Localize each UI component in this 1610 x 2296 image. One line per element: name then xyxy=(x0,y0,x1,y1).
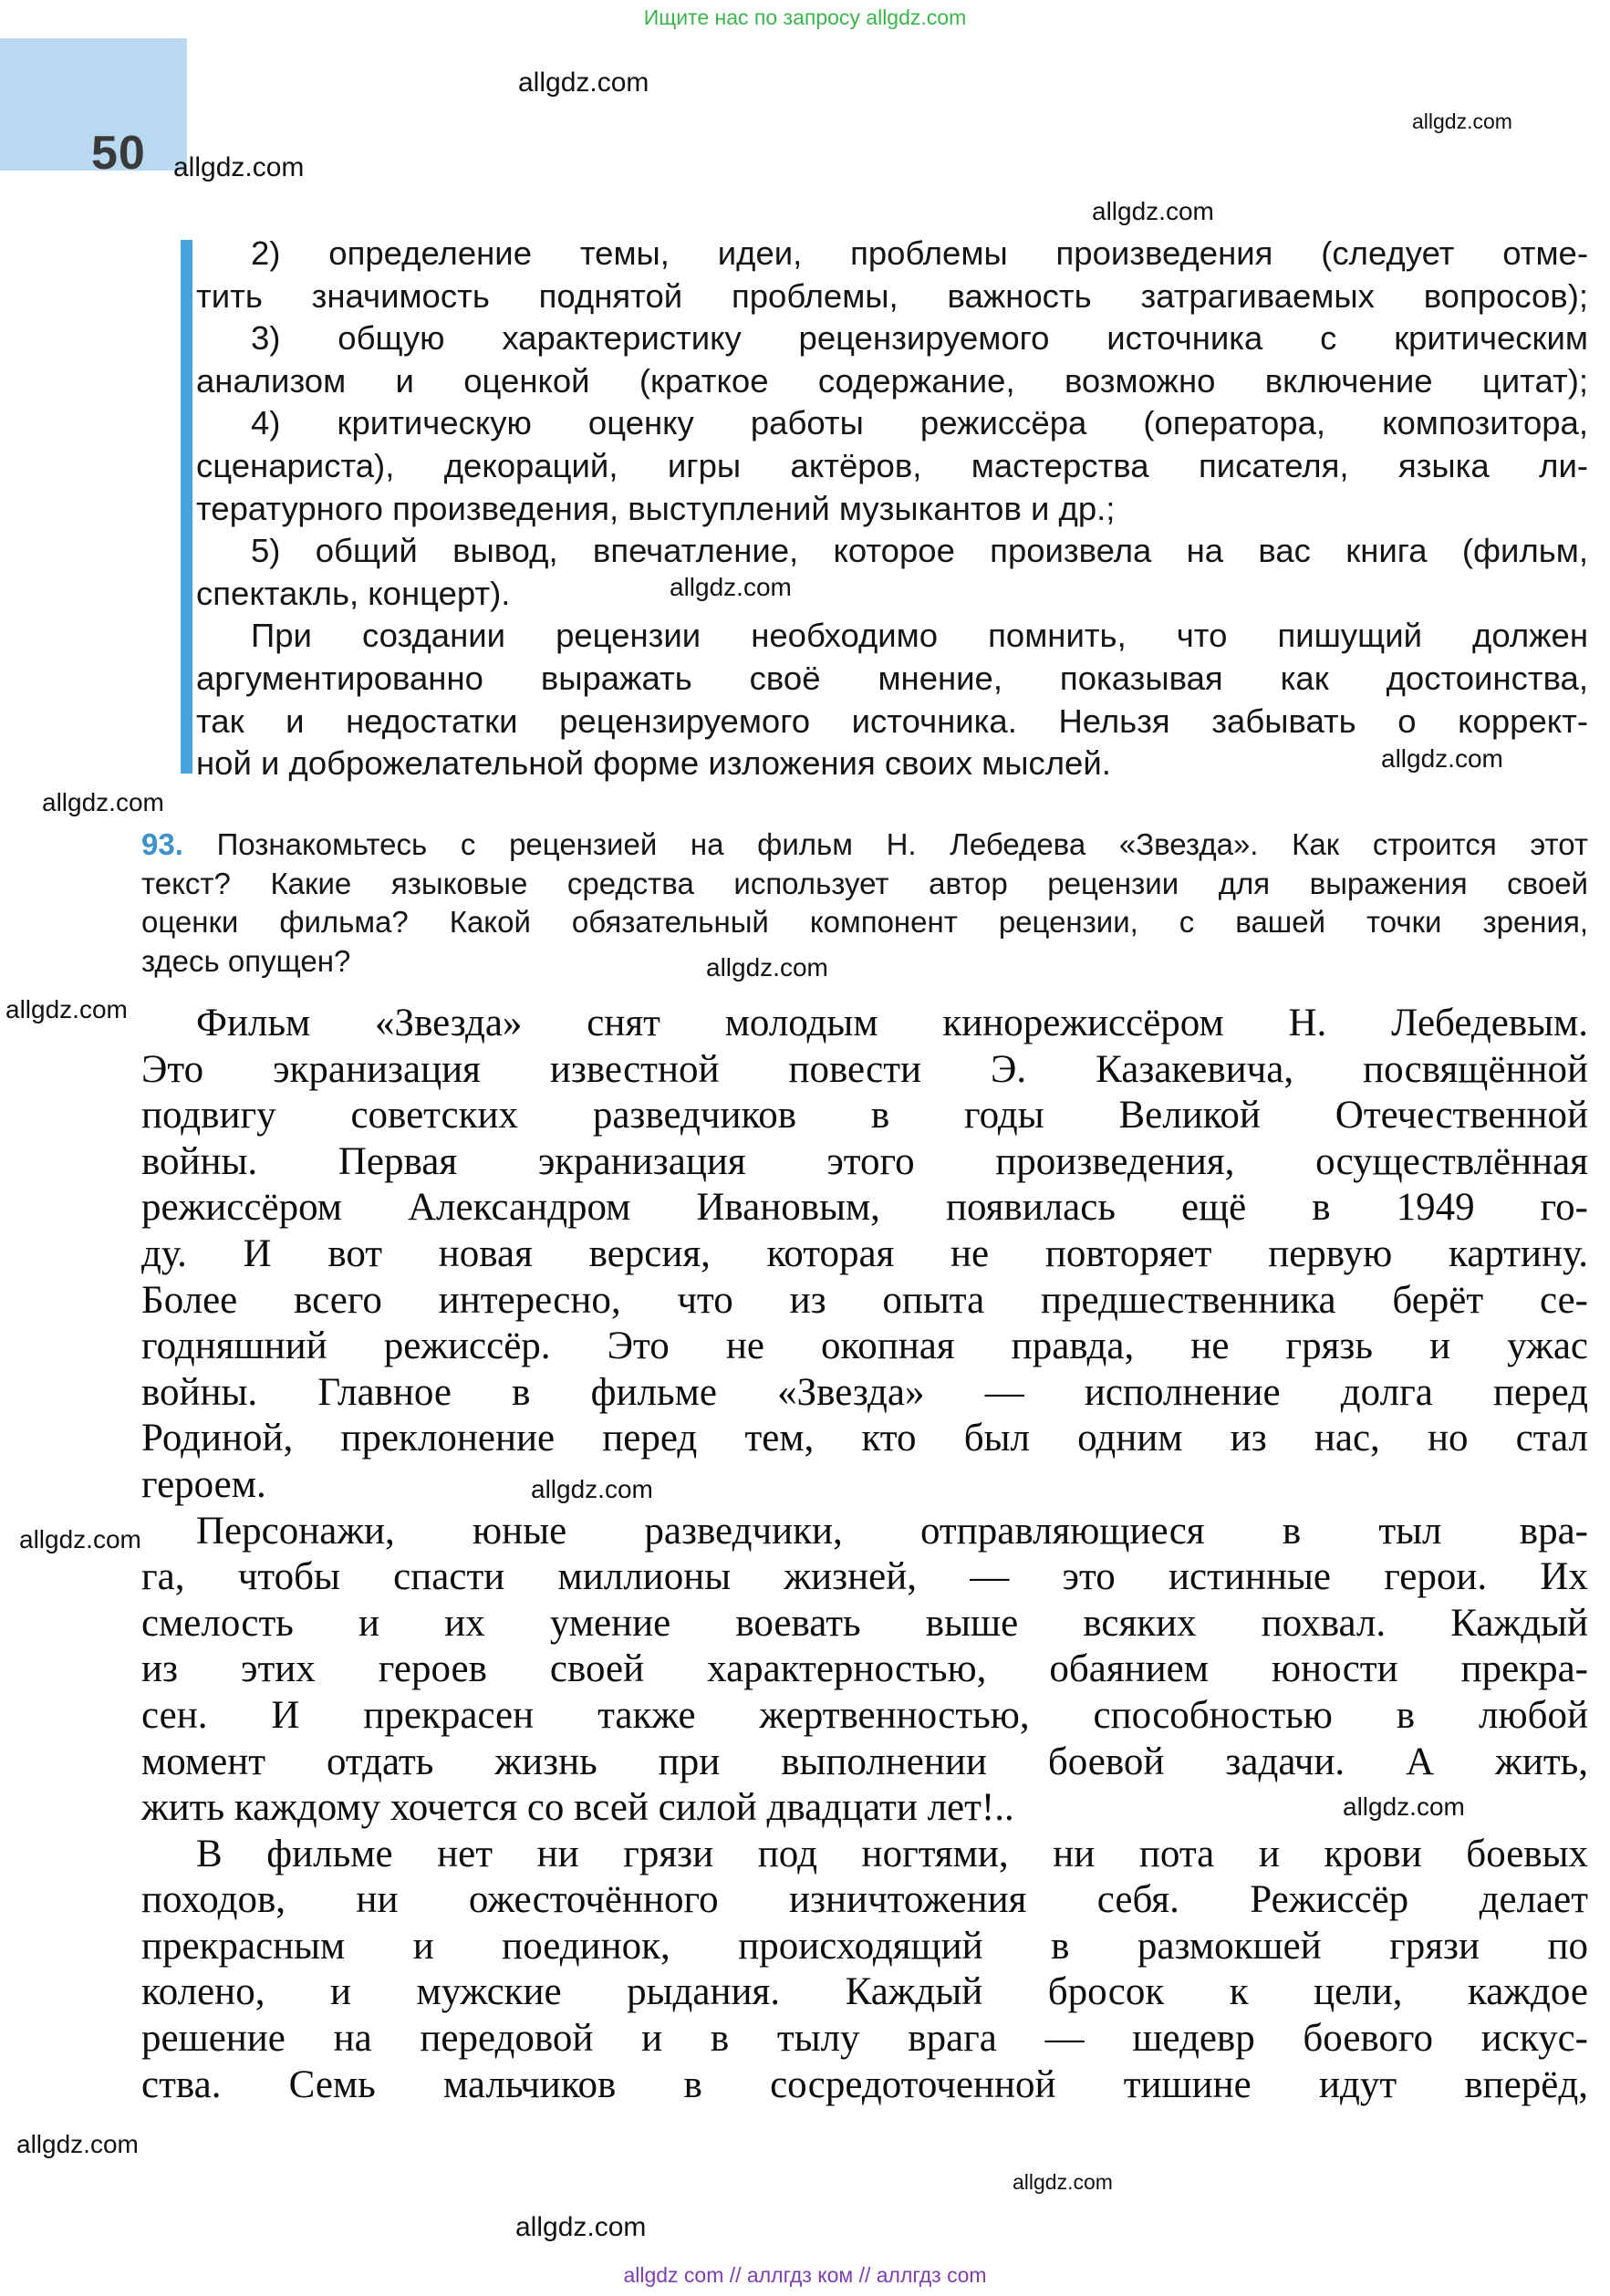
watermark: allgdz.com xyxy=(706,953,828,982)
review-line: режиссёром Александром Ивановым, появилась ещё в 1949 го- xyxy=(141,1186,1588,1230)
task-line: оценки фильма? Какой обязательный компонент рецензии, с вашей точки зрения, xyxy=(141,905,1588,939)
review-line: га, чтобы спасти миллионы жизней, — это истинные герои. Их xyxy=(141,1555,1588,1599)
review-line: войны. Главное в фильме «Звезда» — исполнение долга перед xyxy=(141,1370,1588,1414)
task-line: здесь опущен? xyxy=(141,943,351,978)
rule-line: тературного произведения, выступлений музыкантов и др.; xyxy=(196,489,1116,527)
watermark: allgdz.com xyxy=(19,1525,141,1553)
watermark: allgdz.com xyxy=(515,2212,647,2242)
review-line: Фильм «Звезда» снят молодым кинорежиссёром Н. Лебедевым. xyxy=(196,1002,1588,1044)
review-line: колено, и мужские рыдания. Каждый бросок к цели, каждое xyxy=(141,1970,1588,2014)
review-line: Это экранизация известной повести Э. Казакевича, посвящённой xyxy=(141,1047,1588,1091)
review-line: В фильме нет ни грязи под ногтями, ни пота и крови боевых xyxy=(196,1832,1588,1875)
task-line: текст? Какие языковые средства использует автор рецензии для выражения своей xyxy=(141,866,1588,900)
rule-line: 4) критическую оценку работы режиссёра (оператора, композитора, xyxy=(251,404,1588,442)
review-line: войны. Первая экранизация этого произведения, осуществлённая xyxy=(141,1139,1588,1183)
rule-block xyxy=(196,233,1588,785)
watermark: allgdz.com xyxy=(518,68,649,98)
review-line: походов, ни ожесточённого изничтожения себя. Режиссёр делает xyxy=(141,1878,1588,1922)
watermark: allgdz.com xyxy=(42,788,164,816)
review-line: ду. И вот новая версия, которая не повторяет первую картину. xyxy=(141,1231,1588,1275)
rule-line: 2) определение темы, идеи, проблемы произведения (следует отме- xyxy=(251,234,1588,272)
rule-line: тить значимость поднятой проблемы, важность затрагиваемых вопросов); xyxy=(196,276,1588,315)
review-line: сен. И прекрасен также жертвенностью, способностью в любой xyxy=(141,1693,1588,1737)
review-line: ства. Семь мальчиков в сосредоточенной тишине идут вперёд, xyxy=(141,2062,1588,2106)
task-93 xyxy=(141,826,1588,981)
rule-line: так и недостатки рецензируемого источника. Нельзя забывать о коррект- xyxy=(196,701,1588,740)
review-line: момент отдать жизнь при выполнении боевой задачи. А жить, xyxy=(141,1740,1588,1783)
rule-line: спектакль, концерт). xyxy=(196,574,511,612)
review-text xyxy=(141,1001,1588,2108)
task-number: 93. xyxy=(141,827,183,861)
rule-line: анализом и оценкой (краткое содержание, возможно включение цитат); xyxy=(196,361,1588,400)
rule-line: 3) общую характеристику рецензируемого источника с критическим xyxy=(251,319,1588,358)
review-line: смелость и их умение воевать выше всяких похвал. Каждый xyxy=(141,1601,1588,1645)
page-number: 50 xyxy=(91,127,146,180)
watermark: allgdz.com xyxy=(1412,109,1512,133)
watermark: allgdz.com xyxy=(1381,744,1503,773)
watermark: allgdz.com xyxy=(173,152,305,182)
watermark: allgdz.com xyxy=(1343,1792,1465,1821)
review-line: годняшний режиссёр. Это не окопная правда, не грязь и ужас xyxy=(141,1325,1588,1368)
watermark: allgdz.com xyxy=(1013,2170,1113,2194)
rule-line: 5) общий вывод, впечатление, которое произвела на вас книга (фильм, xyxy=(251,532,1588,570)
rule-line: сценариста), декораций, игры актёров, мастерства писателя, языка ли- xyxy=(196,446,1588,484)
review-line: решение на передовой и в тылу врага — шедевр боевого искус- xyxy=(141,2017,1588,2061)
review-line: из этих героев своей характерностью, обаянием юности прекра- xyxy=(141,1647,1588,1691)
review-line: жить каждому хочется со всей силой двадцати лет!.. xyxy=(141,1786,1014,1830)
review-line: Персонажи, юные разведчики, отправляющиеся в тыл вра- xyxy=(196,1509,1588,1553)
task-line-text: Познакомьтесь с рецензией на фильм Н. Лебедева «Звезда». Как строится этот xyxy=(216,827,1588,861)
review-line: прекрасным и поединок, происходящий в размокшей грязи по xyxy=(141,1924,1588,1968)
rule-accent-bar xyxy=(181,240,192,774)
review-line: Более всего интересно, что из опыта предшественника берёт се- xyxy=(141,1278,1588,1322)
bottom-banner[interactable]: allgdz com // аллгдз ком // аллгдз com xyxy=(623,2263,987,2287)
watermark: allgdz.com xyxy=(5,995,128,1023)
watermark: allgdz.com xyxy=(531,1475,653,1503)
watermark: allgdz.com xyxy=(670,573,792,601)
rule-line: аргументированно выражать своё мнение, показывая как достоинства, xyxy=(196,659,1588,697)
task-line xyxy=(141,826,1588,865)
top-banner[interactable]: Ищите нас по запросу allgdz.com xyxy=(643,5,967,29)
watermark: allgdz.com xyxy=(1092,197,1214,225)
review-line: подвигу советских разведчиков в годы Великой Отечественной xyxy=(141,1094,1588,1138)
watermark: allgdz.com xyxy=(16,2130,139,2158)
review-line: Родиной, преклонение перед тем, кто был одним из нас, но стал xyxy=(141,1417,1588,1460)
review-line: героем. xyxy=(141,1462,266,1506)
rule-line: ной и доброжелательной форме изложения своих мыслей. xyxy=(196,744,1111,783)
rule-line: При создании рецензии необходимо помнить, что пишущий должен xyxy=(251,617,1588,655)
